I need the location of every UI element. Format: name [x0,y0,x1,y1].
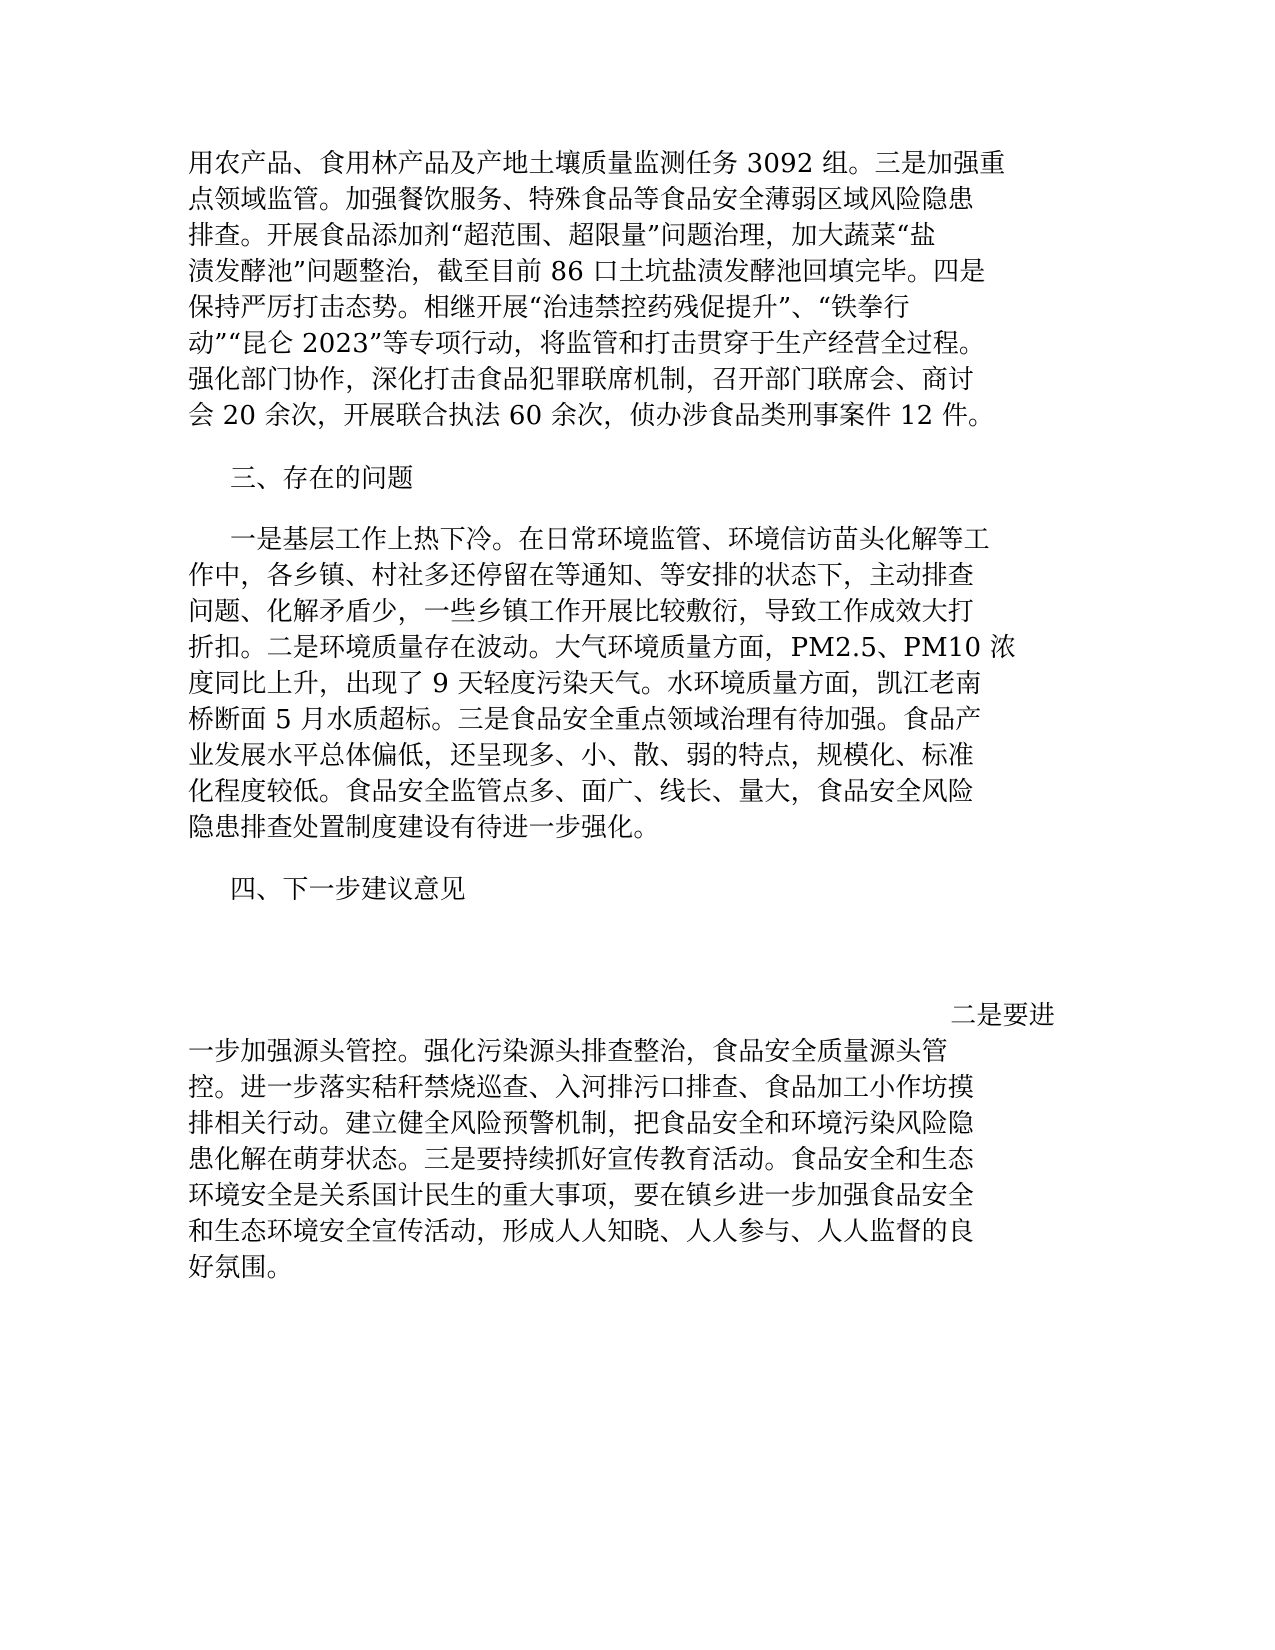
text-line: 控。进一步落实秸秆禁烧巡查、入河排污口排查、食品加工小作坊摸 [188,1073,975,1103]
text-line: 和生态环境安全宣传活动，形成人人知晓、人人参与、人人监督的良 [188,1217,975,1247]
text-line: 化程度较低。食品安全监管点多、面广、线长、量大，食品安全风险 [188,777,975,807]
text-line: 保持严厉打击态势。相继开展“治违禁控药残促提升”、“铁拳行 [188,293,910,323]
text-line: 隐患排查处置制度建设有待进一步强化。 [188,813,660,843]
text-line: 排查。开展食品添加剂“超范围、超限量”问题治理，加大蔬菜“盐 [188,221,936,251]
text-line: 折扣。二是环境质量存在波动。大气环境质量方面，PM2.5、PM10 浓 [188,633,1016,663]
text-line: 点领域监管。加强餐饮服务、特殊食品等食品安全薄弱区域风险隐患 [188,185,975,215]
text-line: 用农产品、食用林产品及产地土壤质量监测任务 3092 组。三是加强重 [188,149,1006,179]
text-line: 环境安全是关系国计民生的重大事项，要在镇乡进一步加强食品安全 [188,1181,975,1211]
text-line: 会 20 余次，开展联合执法 60 余次，侦办涉食品类刑事案件 12 件。 [188,401,995,431]
section-heading-problems: 三、存在的问题 [230,464,414,494]
text-line: 排相关行动。建立健全风险预警机制，把食品安全和环境污染风险隐 [188,1109,975,1139]
text-line: 度同比上升，出现了 9 天轻度污染天气。水环境质量方面，凯江老南 [188,669,982,699]
text-line: 一是基层工作上热下冷。在日常环境监管、环境信访苗头化解等工 [230,525,990,555]
text-line: 问题、化解矛盾少，一些乡镇工作开展比较敷衍，导致工作成效大打 [188,597,975,627]
text-line: 作中，各乡镇、村社多还停留在等通知、等安排的状态下，主动排查 [188,561,975,591]
section-heading-suggestions: 四、下一步建议意见 [230,875,466,905]
text-line: 患化解在萌芽状态。三是要持续抓好宣传教育活动。食品安全和生态 [188,1145,975,1175]
text-line: 桥断面 5 月水质超标。三是食品安全重点领域治理有待加强。食品产 [188,705,982,735]
text-line: 动”“昆仑 2023”等专项行动，将监管和打击贯穿于生产经营全过程。 [188,329,986,359]
text-line: 渍发酵池”问题整治，截至目前 86 口土坑盐渍发酵池回填完毕。四是 [188,257,986,287]
text-line: 一步加强源头管控。强化污染源头排查整治，食品安全质量源头管 [188,1037,948,1067]
text-line: 强化部门协作，深化打击食品犯罪联席机制，召开部门联席会、商讨 [188,365,975,395]
text-line: 好氛围。 [188,1253,293,1283]
text-line: 业发展水平总体偏低，还呈现多、小、散、弱的特点，规模化、标准 [188,741,975,771]
text-line: 二是要进 [950,1001,1055,1031]
